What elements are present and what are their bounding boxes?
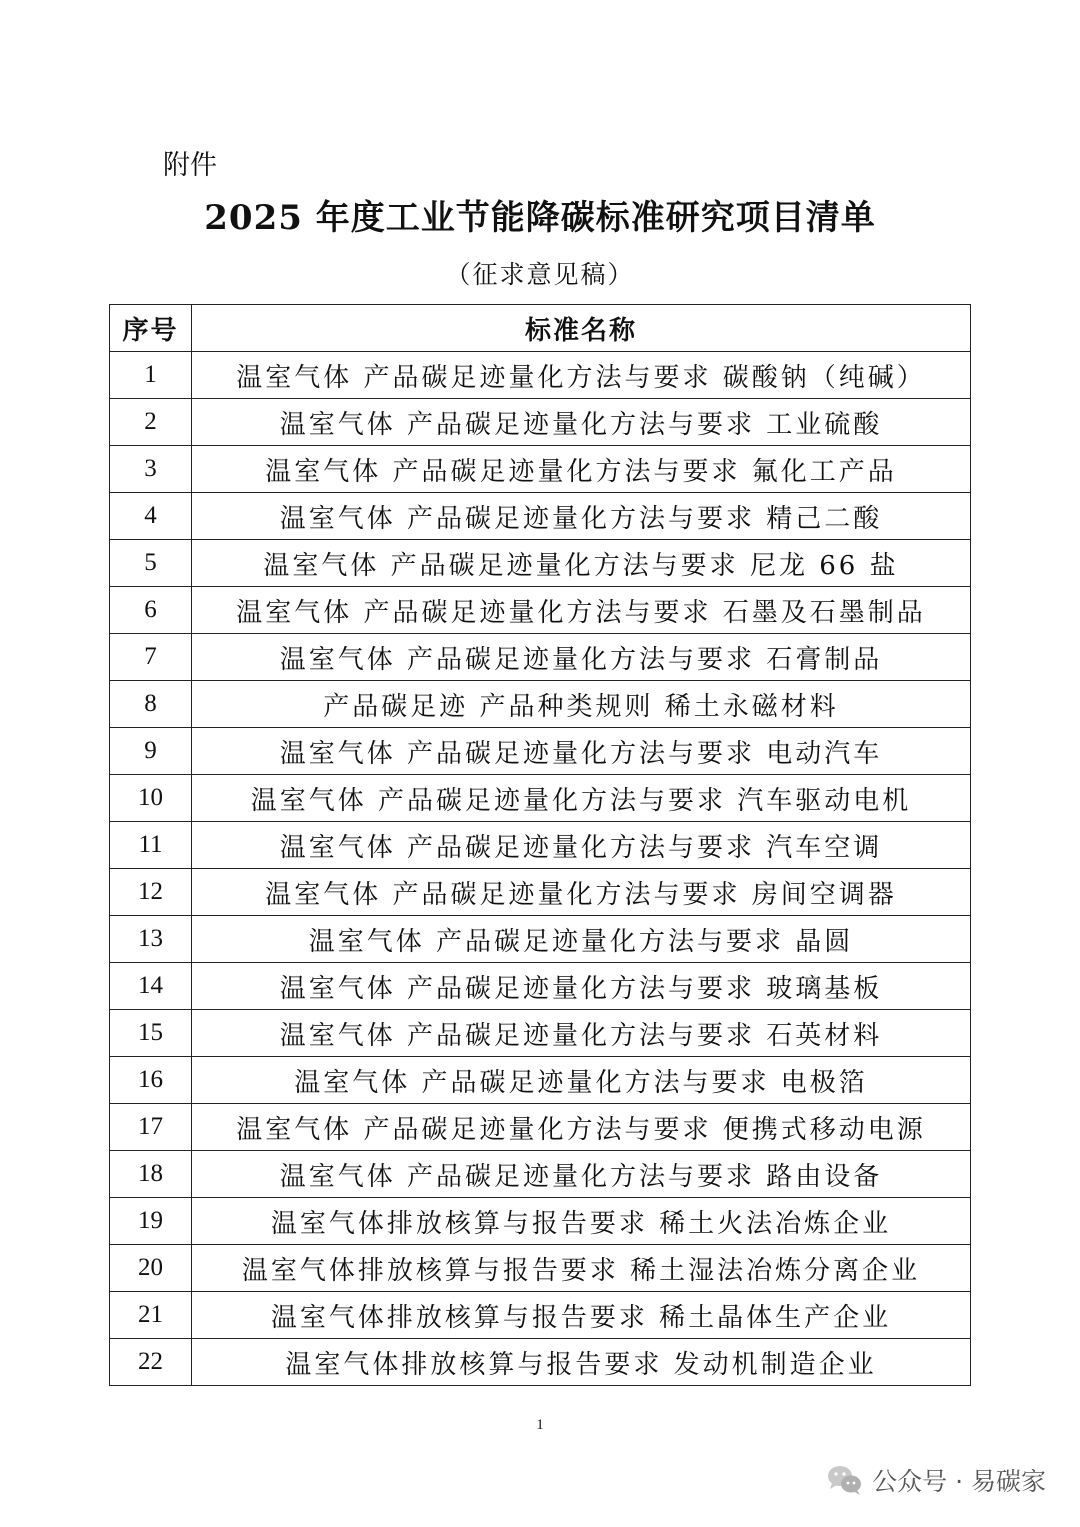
wechat-icon	[826, 1463, 864, 1497]
table-row	[110, 916, 971, 963]
row-standard-name: 温室气体排放核算与报告要求 稀土晶体生产企业	[192, 1292, 971, 1339]
table-row	[110, 1339, 971, 1386]
document-subtitle: （征求意见稿）	[445, 260, 635, 289]
table-row	[110, 822, 971, 869]
table-row	[110, 775, 971, 822]
row-standard-name: 温室气体 产品碳足迹量化方法与要求 尼龙 66 盐	[192, 540, 971, 587]
row-standard-name: 温室气体 产品碳足迹量化方法与要求 汽车空调	[192, 822, 971, 869]
row-standard-name: 温室气体 产品碳足迹量化方法与要求 晶圆	[192, 916, 971, 963]
row-standard-name: 温室气体排放核算与报告要求 发动机制造企业	[192, 1339, 971, 1386]
row-standard-name: 温室气体 产品碳足迹量化方法与要求 石墨及石墨制品	[192, 587, 971, 634]
row-serial-number: 4	[110, 493, 192, 540]
table-row	[110, 352, 971, 399]
table-row	[110, 1104, 971, 1151]
row-standard-name: 温室气体 产品碳足迹量化方法与要求 电动汽车	[192, 728, 971, 775]
header-serial-number: 序号	[110, 305, 192, 352]
table-row	[110, 1151, 971, 1198]
row-standard-name: 温室气体 产品碳足迹量化方法与要求 精己二酸	[192, 493, 971, 540]
row-standard-name: 温室气体 产品碳足迹量化方法与要求 汽车驱动电机	[192, 775, 971, 822]
table-row	[110, 399, 971, 446]
row-standard-name: 温室气体 产品碳足迹量化方法与要求 电极箔	[192, 1057, 971, 1104]
row-standard-name: 温室气体 产品碳足迹量化方法与要求 氟化工产品	[192, 446, 971, 493]
table-row	[110, 540, 971, 587]
row-serial-number: 13	[110, 916, 192, 963]
watermark-text: 公众号 · 易碳家	[872, 1467, 1046, 1496]
row-serial-number: 15	[110, 1010, 192, 1057]
row-standard-name: 温室气体 产品碳足迹量化方法与要求 石英材料	[192, 1010, 971, 1057]
table-row	[110, 446, 971, 493]
table-header-row	[110, 305, 971, 352]
row-serial-number: 18	[110, 1151, 192, 1198]
header-standard-name: 标准名称	[192, 305, 971, 352]
row-standard-name: 温室气体 产品碳足迹量化方法与要求 工业硫酸	[192, 399, 971, 446]
page-number: 1	[536, 1417, 544, 1433]
row-standard-name: 温室气体 产品碳足迹量化方法与要求 房间空调器	[192, 869, 971, 916]
watermark	[826, 1462, 1046, 1498]
row-serial-number: 16	[110, 1057, 192, 1104]
row-serial-number: 7	[110, 634, 192, 681]
table-row	[110, 1010, 971, 1057]
row-standard-name: 温室气体 产品碳足迹量化方法与要求 玻璃基板	[192, 963, 971, 1010]
row-serial-number: 11	[110, 822, 192, 869]
row-serial-number: 20	[110, 1245, 192, 1292]
row-standard-name: 温室气体排放核算与报告要求 稀土火法冶炼企业	[192, 1198, 971, 1245]
table-row	[110, 869, 971, 916]
row-serial-number: 17	[110, 1104, 192, 1151]
table-row	[110, 963, 971, 1010]
table-row	[110, 634, 971, 681]
row-serial-number: 5	[110, 540, 192, 587]
row-serial-number: 22	[110, 1339, 192, 1386]
document-title: 2025 年度工业节能降碳标准研究项目清单	[204, 198, 876, 238]
row-serial-number: 19	[110, 1198, 192, 1245]
table-row	[110, 587, 971, 634]
row-serial-number: 1	[110, 352, 192, 399]
row-standard-name: 温室气体 产品碳足迹量化方法与要求 石膏制品	[192, 634, 971, 681]
table-row	[110, 1292, 971, 1339]
row-serial-number: 2	[110, 399, 192, 446]
row-serial-number: 6	[110, 587, 192, 634]
row-serial-number: 9	[110, 728, 192, 775]
table-row	[110, 493, 971, 540]
table-row	[110, 681, 971, 728]
row-serial-number: 10	[110, 775, 192, 822]
row-serial-number: 14	[110, 963, 192, 1010]
row-standard-name: 温室气体 产品碳足迹量化方法与要求 路由设备	[192, 1151, 971, 1198]
row-standard-name: 温室气体 产品碳足迹量化方法与要求 碳酸钠（纯碱）	[192, 352, 971, 399]
row-serial-number: 3	[110, 446, 192, 493]
row-standard-name: 温室气体排放核算与报告要求 稀土湿法冶炼分离企业	[192, 1245, 971, 1292]
row-serial-number: 21	[110, 1292, 192, 1339]
row-standard-name: 产品碳足迹 产品种类规则 稀土永磁材料	[192, 681, 971, 728]
row-serial-number: 8	[110, 681, 192, 728]
row-standard-name: 温室气体 产品碳足迹量化方法与要求 便携式移动电源	[192, 1104, 971, 1151]
table-row	[110, 1057, 971, 1104]
table-row	[110, 1245, 971, 1292]
table-row	[110, 728, 971, 775]
table-row	[110, 1198, 971, 1245]
attachment-label: 附件	[163, 150, 217, 181]
standards-table	[109, 304, 971, 1386]
row-serial-number: 12	[110, 869, 192, 916]
